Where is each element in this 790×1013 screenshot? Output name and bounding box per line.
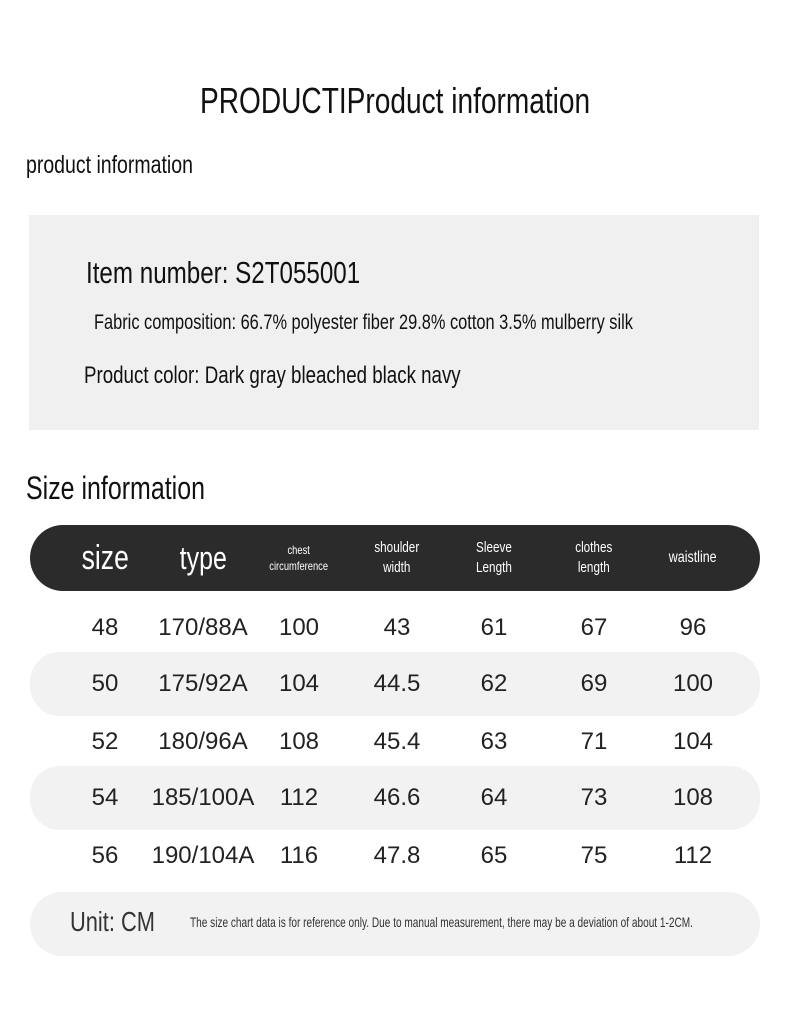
page-title-text: PRODUCTIProduct information <box>199 80 591 121</box>
header-label <box>179 542 226 574</box>
unit-label <box>70 906 179 938</box>
fabric-text: Fabric composition: 66.7% polyester fiber 29.8% cotton 3.5% mulberry silk <box>94 311 633 334</box>
table-row <box>30 598 760 658</box>
size-note <box>190 914 790 930</box>
table-cell: 108 <box>672 784 714 811</box>
table-cell: 175/92A <box>158 670 248 697</box>
header-text: clothes <box>575 538 613 556</box>
header-sleeve <box>444 525 544 591</box>
color-text: Product color: Dark gray bleached black navy <box>84 362 461 389</box>
size-table-header <box>30 525 760 591</box>
header-text: waistline <box>669 549 717 567</box>
table-cell: 43 <box>383 614 411 641</box>
table-cell: 52 <box>91 728 119 755</box>
table-cell: 104 <box>672 728 714 755</box>
table-cell: 75 <box>580 842 608 869</box>
table-cell: 62 <box>480 670 508 697</box>
header-label <box>476 538 512 579</box>
table-cell: 100 <box>278 614 320 641</box>
table-row <box>30 652 760 716</box>
table-row <box>30 826 760 886</box>
size-heading-text: Size information <box>26 470 205 506</box>
table-cell: 50 <box>91 670 119 697</box>
table-cell: 96 <box>679 614 707 641</box>
table-cell: 54 <box>91 784 119 811</box>
subtitle-text: product information <box>26 151 193 179</box>
header-text: type <box>179 540 227 576</box>
table-cell: 73 <box>580 784 608 811</box>
header-clothes <box>544 525 644 591</box>
header-label <box>375 538 420 579</box>
table-cell: 44.5 <box>373 670 421 697</box>
product-color <box>84 362 567 390</box>
unit-footer <box>30 892 760 956</box>
header-text: Length <box>476 559 512 576</box>
section-subtitle <box>26 151 240 180</box>
table-cell: 48 <box>91 614 119 641</box>
header-shoulder <box>347 525 447 591</box>
fabric-composition <box>94 311 785 335</box>
table-cell: 46.6 <box>373 784 421 811</box>
page-title <box>0 80 790 122</box>
table-cell: 112 <box>279 784 319 811</box>
table-cell: 67 <box>580 614 608 641</box>
table-cell: 170/88A <box>158 614 248 641</box>
header-text: Sleeve <box>476 538 512 556</box>
table-cell: 112 <box>673 842 713 869</box>
header-waistline <box>643 525 743 591</box>
size-heading <box>26 470 255 507</box>
table-cell: 185/100A <box>151 784 255 811</box>
item-number-text: Item number: S2T055001 <box>86 255 361 290</box>
header-label <box>81 541 128 575</box>
header-label <box>270 542 329 574</box>
table-cell: 63 <box>480 728 508 755</box>
table-cell: 116 <box>279 842 319 869</box>
table-cell: 104 <box>278 670 320 697</box>
table-cell: 61 <box>480 614 508 641</box>
table-row <box>30 766 760 830</box>
header-label <box>669 547 717 569</box>
header-text: size <box>81 539 129 577</box>
table-cell: 64 <box>480 784 508 811</box>
table-cell: 45.4 <box>373 728 421 755</box>
table-cell: 190/104A <box>151 842 255 869</box>
header-size <box>55 525 155 591</box>
note-text: The size chart data is for reference only. Due to manual measurement, there may be a deviation of about 1-2CM. <box>190 914 693 930</box>
table-row <box>30 712 760 772</box>
table-cell: 69 <box>580 670 608 697</box>
item-number <box>86 255 438 291</box>
table-cell: 108 <box>278 728 320 755</box>
table-cell: 100 <box>672 670 714 697</box>
header-chest <box>249 525 349 591</box>
header-text: circumference <box>269 559 329 573</box>
header-label <box>575 538 612 579</box>
header-text: chest <box>287 542 311 557</box>
unit-text: Unit: CM <box>70 906 155 937</box>
header-text: shoulder <box>374 538 420 556</box>
table-cell: 180/96A <box>158 728 248 755</box>
table-cell: 56 <box>91 842 119 869</box>
table-cell: 47.8 <box>373 842 421 869</box>
header-type <box>153 525 253 591</box>
table-cell: 65 <box>480 842 508 869</box>
header-text: length <box>578 559 610 576</box>
header-text: width <box>383 559 411 576</box>
table-cell: 71 <box>580 728 608 755</box>
